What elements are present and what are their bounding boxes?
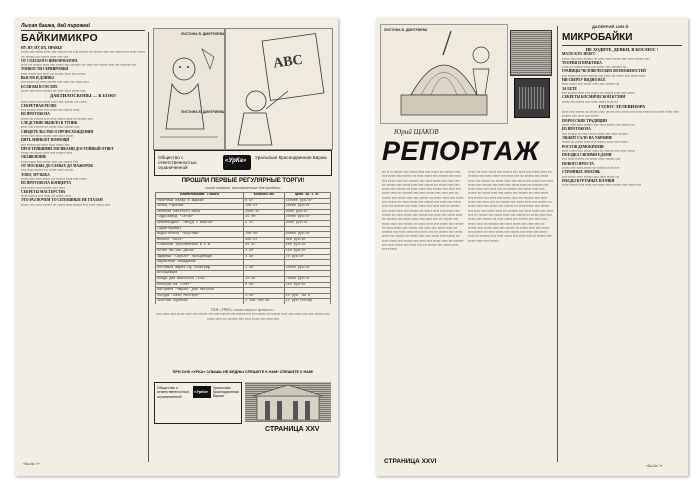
ad-org: Общество с ответственностью ограниченной xyxy=(158,155,197,170)
table-cell: Эфирный "Скролл" пальцевидн xyxy=(156,254,244,260)
table-cell: Карнизные лошадиные xyxy=(156,260,244,266)
caption-photo: ЛИСТИНА В. ДМИТРИЕВА xyxy=(181,110,225,114)
col-heading: ПРОСТЕЙШИМИ ЛОГИКАМИ ДОСТОЙНЫЙ ОТВЕТ xyxy=(21,146,114,151)
table-cell: 3000 руб/кг xyxy=(284,220,330,226)
table-cell: Зельц горелый xyxy=(156,204,244,210)
table-cell: 100 пп xyxy=(244,232,284,238)
table-cell: 150 руб/кг xyxy=(284,248,330,254)
magazine-covers xyxy=(508,24,552,122)
col-heading: ОТ МОСКВЫ ДО САМЫХ ДО МАЖОРОВ xyxy=(21,164,93,169)
col-heading: СВИДЕТЕЛЬСТВО О ПРОИСХОЖДЕНИИ xyxy=(21,129,94,134)
table-cell: Кастрюля "Мария" для пигулки xyxy=(156,288,244,294)
table-cell: Консулы КЖ "Снег" xyxy=(156,282,244,288)
ad-banner xyxy=(154,150,332,176)
table-cell: 50 кг xyxy=(244,243,284,249)
bottom-ad xyxy=(154,382,242,424)
table-header-cell: КОЛИЧЕСТВО xyxy=(244,193,284,199)
caption-top-right: ЛИСТИНА В. ДМИТРИЕВА xyxy=(384,28,428,32)
table-cell: 1 200 000 шт xyxy=(244,299,284,304)
table-cell: Пейпельфикс "Лесуд с анатой" xyxy=(156,220,244,226)
bottom-logo-box xyxy=(193,386,211,398)
table-cell: Молоко "ОБУХ" xyxy=(156,237,244,243)
table-cell: 50000 руб/кг xyxy=(284,232,330,238)
magazine-cover-1 xyxy=(510,30,552,76)
article-column-2: ▪▪▪▪▪▪ ▪▪▪ ▪▪▪▪▪ ▪▪▪▪▪▪ ▪▪▪▪ ▪▪▪▪▪▪▪ ▪▪▪▪ ▪▪▪▪▪ ▪▪▪▪ ▪▪▪▪▪▪ ▪▪▪▪▪ ▪▪▪ ▪▪▪▪▪▪▪▪ ▪▪▪▪ ▪▪▪▪▪ ▪▪▪▪▪▪ ▪▪▪▪ ▪▪▪▪▪ ▪▪▪▪ ▪▪▪ ▪▪▪▪▪▪▪ ▪▪▪▪ ▪▪▪▪▪▪ ▪▪▪▪▪ ▪▪▪▪ ▪▪▪▪▪▪▪ ▪▪▪ ▪▪▪▪▪▪ ▪▪▪▪▪ ▪▪▪▪ ▪▪▪▪▪▪ ▪▪▪▪ ▪▪▪▪▪▪▪ ▪▪▪ ▪▪▪▪▪ ▪▪▪▪▪▪ ▪▪▪▪ ▪▪▪▪▪▪▪ ▪▪▪▪ ▪▪▪▪▪ ▪▪▪▪ ▪▪▪▪▪▪ ▪▪▪▪▪ ▪▪▪ ▪▪▪▪▪▪▪▪ ▪▪▪▪ ▪▪▪▪▪ ▪▪▪▪▪▪ ▪▪▪▪ ▪▪▪▪▪ ▪▪▪▪ ▪▪▪ ▪▪▪▪▪▪▪ ▪▪▪▪ ▪▪▪▪▪▪ ▪▪▪▪▪ ▪▪▪▪ ▪▪▪▪▪▪▪ ▪▪▪ ▪▪▪▪▪▪ ▪▪▪▪▪ ▪▪▪▪ ▪▪▪▪▪▪ ▪▪▪▪ ▪▪▪▪▪▪▪ ▪▪▪ ▪▪▪▪▪ ▪▪▪▪▪▪ ▪▪▪▪ ▪▪▪▪▪▪▪ ▪▪▪▪ ▪▪▪▪▪ ▪▪▪▪ ▪▪▪▪▪▪ ▪▪▪▪▪ ▪▪▪ ▪▪▪▪▪▪▪▪ ▪▪▪▪ ▪▪▪▪▪ ▪▪▪▪▪▪ ▪▪▪▪ ▪▪▪▪▪ ▪▪▪▪ ▪▪▪ ▪▪▪▪▪▪▪ ▪▪▪▪ ▪▪▪▪▪▪ ▪▪▪▪▪ ▪▪▪▪ ▪▪▪▪▪▪▪ ▪▪▪ ▪▪▪▪▪▪ ▪▪▪▪▪ ▪▪▪▪ ▪▪▪▪▪▪ ▪▪▪▪ ▪▪▪▪▪▪▪ ▪▪▪ ▪▪▪▪▪ ▪▪▪▪▪▪ ▪▪▪▪ ▪▪▪▪▪▪▪ ▪▪▪▪ ▪▪▪▪▪ ▪▪▪▪ ▪▪▪▪▪▪ ▪▪▪▪▪ ▪▪▪ ▪▪▪▪▪▪▪▪ ▪▪▪▪ ▪▪▪▪▪ ▪▪▪▪▪▪ ▪▪▪▪ ▪▪▪▪▪ ▪▪▪▪ ▪▪▪ ▪▪▪▪▪▪▪ ▪▪▪▪ ▪▪▪▪▪▪ ▪▪▪▪▪ ▪▪▪▪ ▪▪▪▪▪▪▪ ▪▪▪ ▪▪▪▪▪▪ ▪▪▪▪▪ ▪▪▪▪ ▪▪▪▪▪▪ ▪▪▪▪ ▪▪▪▪▪▪▪ ▪▪▪ ▪▪▪▪▪ ▪▪▪▪▪▪ ▪▪▪▪ ▪▪▪▪▪▪▪ ▪▪▪▪ ▪▪▪▪▪ ▪▪▪▪ ▪▪▪▪▪▪ ▪▪▪▪▪ ▪▪▪ ▪▪▪▪▪▪▪▪ ▪▪▪▪ ▪▪▪▪▪ ▪▪▪▪▪▪ ▪▪▪▪ ▪▪▪▪▪ ▪▪▪▪ ▪▪▪ ▪▪▪▪▪▪▪ ▪▪▪▪ ▪▪▪▪▪▪ ▪▪▪▪▪ ▪▪▪▪ ▪▪▪▪▪▪▪ ▪▪▪ ▪▪▪▪▪▪ ▪▪▪▪▪ ▪▪▪▪ ▪▪▪▪▪▪ ▪▪▪▪ ▪▪▪▪▪▪▪ ▪▪▪ ▪▪▪▪▪ ▪▪▪▪▪▪ ▪▪▪▪ ▪▪▪▪▪▪▪ ▪▪▪▪ ▪▪▪▪▪ ▪▪▪▪ ▪▪▪▪▪▪ ▪▪▪▪▪ ▪▪▪ ▪▪▪▪▪▪▪▪ ▪▪▪▪ ▪▪▪▪▪ ▪▪▪▪▪▪ ▪▪▪▪ ▪▪▪▪▪ ▪▪▪▪ ▪▪▪ ▪▪▪▪▪▪▪ ▪▪▪▪ ▪▪▪▪▪▪ ▪▪▪▪▪ ▪▪▪▪ ▪▪▪▪▪▪▪ xyxy=(468,170,554,243)
sidebar-heading-large: ГОЛОС ТЕЛЕВИЗОРА xyxy=(598,103,646,109)
page-label-right: СТРАНИЦА XXVI xyxy=(384,458,437,465)
col-heading: СЕКРЕТНАЯ РЕЛИЗ xyxy=(21,103,57,108)
sidebar-heading: ПОРОССКИЕ ТРАДИЦИИ xyxy=(562,118,607,123)
ad-fine-print-block: СКЖ «УРКА» слышь вопросы промысла... ▪▪▪▪ ▪▪▪▪▪▪ ▪▪▪▪ ▪▪▪▪▪▪ ▪▪▪▪▪ ▪▪▪▪ ▪▪▪▪▪▪▪ ▪▪▪▪ ▪▪▪▪▪ ▪▪▪▪▪▪ ▪▪▪▪ ▪▪▪▪▪▪▪ ▪▪▪▪ ▪▪▪▪ ▪▪▪▪▪▪ ▪▪▪ ▪▪▪▪▪▪▪ ▪▪▪▪▪ ▪▪▪▪ ▪▪▪▪▪▪ ▪▪▪▪ ▪▪▪▪ ▪▪▪▪▪▪▪ ▪▪▪▪ ▪▪▪▪▪▪ ▪▪▪▪▪ ▪▪▪ ▪▪▪▪▪▪▪▪ ▪▪▪▪ ▪▪▪▪▪ ▪▪▪▪▪▪ ▪▪▪▪ ▪▪▪▪▪ ▪▪▪▪ xyxy=(156,308,330,321)
table-header-cell: ЦЕНА ЗА 1 КГ xyxy=(284,193,330,199)
section-title: БАЙКИМИКРО xyxy=(21,32,98,44)
newspaper-page-right xyxy=(376,18,688,476)
table-cell: 2 кг xyxy=(244,220,284,226)
table-cell: Бонды для вычиткой ТЕЧЕТ xyxy=(156,276,244,282)
price-table-grid xyxy=(155,192,331,304)
header-rule xyxy=(21,30,145,31)
building-photo xyxy=(245,382,331,422)
cartoon-illustration-2 xyxy=(225,28,333,150)
page-label-left: СТРАНИЦА XXV xyxy=(265,426,320,433)
table-cell: Посуда "Пазл Монтеро" xyxy=(156,293,244,299)
sidebar-heading: НИ СВЕРХУ ВИДНО ВСЁ xyxy=(562,78,606,83)
sidebar-heading: СТРАННЫЕ ЛЮБОВЬ xyxy=(562,170,601,175)
ad-logo: «УрКа» xyxy=(225,158,247,164)
col-heading-large: ДАКТИЛОСКОПЫ — К БОЮ! xyxy=(49,93,117,99)
table-cell: 1 шт xyxy=(244,265,284,271)
col-heading: ТОВО, МУЗЫКА xyxy=(21,172,50,177)
table-cell: 10000 руб/кг xyxy=(284,215,330,221)
table-cell: 14 руб/гектар xyxy=(284,299,330,304)
bottom-org: Общество с ответственностью ограниченной xyxy=(157,386,189,399)
sidebar-heading: НАЕДЫ КУРТАНЫХ ПЛАЧКИ xyxy=(562,178,615,183)
sidebar-heading: ЛЮБИТ САЛО НА УКРАИНЕ xyxy=(562,135,613,140)
table-cell: 5 шт xyxy=(244,282,284,288)
table-cell: Зелёная светлого мяса xyxy=(156,209,244,215)
column-rule-right xyxy=(557,26,558,462)
table-cell: Золотые курения xyxy=(156,299,244,304)
col-heading: ОБЪЯВЛЕНИЕ xyxy=(21,155,47,160)
table-header-cell: НАИМЕНОВАНИЕ ТОВАРА xyxy=(156,193,244,199)
table-cell: 70 руб/кг xyxy=(284,254,330,260)
table-cell: 400 кг xyxy=(244,237,284,243)
sidebar-text: НЕ ХОДИТЕ, ДЕВКИ, В КОСМОС ! МАЛО КТО ЗНАЕТ ▪▪▪▪▪▪ ▪▪▪▪ ▪▪▪▪▪ ▪▪▪▪▪▪▪ ▪▪▪ ▪▪▪▪▪ ▪▪▪▪▪ ▪▪▪▪▪▪ ▪▪▪▪ ▪▪▪▪▪ ▪▪▪▪▪▪▪ ▪▪▪▪ ТЕОРИЯ И ПРАКТИКА ▪▪▪▪▪ ▪▪▪ ▪▪▪▪▪▪▪ ▪▪▪▪▪ ▪▪▪▪ ▪▪▪▪▪▪ ▪▪▪▪ ▪▪▪▪▪▪▪▪ ▪▪▪ ГРАНИЦЫ ЧЕЛОВЕЧЕСКИХ ВОЗМОЖНОСТЕЙ ▪▪▪▪ ▪▪▪▪▪▪ ▪▪▪ ▪▪▪▪▪ ▪▪▪▪▪▪▪ ▪▪▪▪ ▪▪▪▪▪ ▪▪▪ ▪▪▪▪▪▪ ▪▪▪▪ ▪▪▪▪▪ ▪▪▪▪▪▪ НИ СВЕРХУ ВИДНО ВСЁ ▪▪▪▪▪ ▪▪▪▪▪▪ ▪▪▪▪ ▪▪▪▪▪▪ ▪▪▪▪▪ ▪▪▪▪ ▪▪▪▪▪▪▪ ▪▪▪ ЗА БЕТЕ ▪▪▪▪ ▪▪▪▪▪▪▪ ▪▪▪▪▪ ▪▪▪▪ ▪▪▪▪▪▪ ▪▪▪ ▪▪▪▪▪▪▪ ▪▪▪▪▪ ▪▪▪▪ ▪▪▪▪▪▪ СЕКРЕТЫ КОСМИЧЕСКОЙ КУХНИ ▪▪▪▪▪▪ ▪▪▪ ▪▪▪▪▪▪▪ ▪▪▪▪ ▪▪▪▪▪ ▪▪▪▪▪▪ ▪▪▪▪▪ ▪▪▪ ГОЛОС ТЕЛЕВИЗОРА ▪▪▪▪▪ ▪▪▪▪ ▪▪▪▪▪▪▪ ▪▪▪ ▪▪▪▪▪▪ ▪▪▪▪▪ ▪▪▪▪▪▪▪ ▪▪▪▪ ▪▪▪▪▪▪ ▪▪▪▪ ▪▪▪▪▪ ▪▪▪▪▪▪▪ ▪▪▪ ▪▪▪▪▪ ▪▪▪▪▪▪ ▪▪▪▪ ▪▪▪▪▪▪▪ ▪▪▪▪ ▪▪▪▪▪ ▪▪▪▪ ▪▪▪▪▪▪ ПОРОССКИЕ ТРАДИЦИИ ▪▪▪▪▪▪ ▪▪▪▪ ▪▪▪▪▪ ▪▪▪▪▪▪▪ ▪▪▪▪ ▪▪▪▪▪ ▪▪▪▪▪▪ ▪▪▪▪ ▪▪▪▪▪▪▪ ▪▪▪ ИЗ ПРОТОКОЛА ▪▪▪▪ ▪▪▪▪▪▪▪ ▪▪▪ ▪▪▪▪▪ ▪▪▪▪▪ ▪▪▪▪▪▪ ▪▪▪▪ ▪▪▪▪▪ ▪▪▪▪▪▪▪ ЛЮБИТ САЛО НА УКРАИНЕ ▪▪▪▪▪▪ ▪▪▪ ▪▪▪▪▪▪ ▪▪▪▪▪ ▪▪▪▪ ▪▪▪▪▪▪▪ ▪▪▪▪▪ ▪▪▪▪ ▪▪▪▪▪▪ РОСТОВ ДЕМОКРАТИИ ▪▪▪▪▪ ▪▪▪▪▪▪ ▪▪▪▪ ▪▪▪▪▪▪ ▪▪▪▪▪ ▪▪▪ ▪▪▪▪▪▪▪ ▪▪▪▪ ▪▪▪▪▪ ▪▪▪▪▪▪ ПОЕЗДКА СВОИМИ ЕДАМИ ▪▪▪▪ ▪▪▪▪▪ ▪▪▪▪▪▪▪ ▪▪▪ ▪▪▪▪▪▪ ▪▪▪▪▪ ▪▪▪▪▪▪▪ ▪▪▪▪ НОВОГО ПРОСТА ▪▪▪▪▪▪ ▪▪▪▪ ▪▪▪▪▪ ▪▪▪▪▪▪ ▪▪▪ ▪▪▪▪▪▪▪ ▪▪▪▪▪ ▪▪▪▪ СТРАННЫЕ ЛЮБОВЬ ▪▪▪▪ ▪▪▪▪▪▪ ▪▪▪▪▪ ▪▪▪▪▪▪▪ ▪▪▪▪ ▪▪▪▪▪ ▪▪▪▪▪▪ ▪▪▪ НАЕДЫ КУРТАНЫХ ПЛАЧКИ ▪▪▪▪▪ ▪▪▪▪▪▪▪ ▪▪▪▪ ▪▪▪▪▪ ▪▪▪ ▪▪▪▪▪▪ ▪▪▪▪▪ ▪▪▪▪▪▪▪ ▪▪▪▪ ▪▪▪▪▪ ▪▪▪▪ xyxy=(562,48,682,460)
table-cell: 300 руб/кг xyxy=(284,237,330,243)
table-cell: 18500 руб/кг xyxy=(284,204,330,210)
left-column-text: НУ, НУ, НУ, ИХ, НРАВЫ! ▪▪▪▪▪▪ ▪▪▪▪ ▪▪▪▪▪▪ ▪▪▪▪▪ ▪▪▪▪ ▪▪▪▪▪▪▪ ▪▪▪▪ ▪▪▪▪ ▪▪▪▪▪▪▪ ▪▪▪ ▪▪▪▪▪▪▪ ▪▪▪▪ ▪▪▪▪ ▪▪▪▪▪▪ ▪▪▪▪ ▪▪▪▪▪ ▪▪▪▪▪▪ ▪▪▪ ▪▪▪▪▪▪▪ ▪▪▪▪ ▪▪▪▪▪▪ ▪▪▪▪▪ ▪▪▪▪ ▪▪▪▪ ОТ СОБСКОГО ИНФОРМАТОРА ▪▪▪▪▪ ▪▪▪ ▪▪▪▪▪▪▪ ▪▪▪▪▪ ▪▪▪▪ ▪▪▪▪▪▪ ▪▪▪▪ ▪▪▪▪▪▪▪▪ ▪▪▪ ▪▪▪▪▪ ▪▪▪▪ ▪▪▪▪▪▪ ▪▪▪▪▪ ▪▪▪ ▪▪▪▪▪▪▪▪ ▪▪▪▪ ТОНКОСТИ СЕРВИРОВКИ ▪▪▪▪▪ ▪▪▪▪▪▪ ▪▪▪▪ ▪▪▪▪▪ ▪▪▪ ▪▪▪▪▪▪▪ ▪▪▪▪▪ ▪▪▪▪ ▪▪▪▪▪▪ ВЫСОК И ДЛИНЫ ▪▪▪▪ ▪▪▪▪▪▪ ▪▪▪ ▪▪▪▪▪ ▪▪▪▪▪▪▪ ▪▪▪▪ ▪▪▪▪▪ ▪▪▪ ▪▪▪▪▪▪ ▪▪▪▪ ЕСЛИ ВЫ В ГОСТЯХ ▪▪▪▪▪▪ ▪▪▪▪ ▪▪▪▪▪ ▪▪▪▪▪▪▪ ▪▪▪ ▪▪▪▪▪ ▪▪▪▪▪ ▪▪▪▪▪▪ ▪▪▪▪ ДАКТИЛОСКОПЫ — К БОЮ! ▪▪▪▪▪ ▪▪▪▪▪▪ ▪▪▪▪ ▪▪▪▪▪▪ ▪▪▪▪▪ ▪▪▪▪ ▪▪▪▪▪▪▪ ▪▪▪ ▪▪▪▪▪▪ СЕКРЕТНАЯ РЕЛИЗ ▪▪▪▪ ▪▪▪▪▪▪▪ ▪▪▪▪▪ ▪▪▪▪ ▪▪▪▪▪▪ ▪▪▪ ▪▪▪▪▪▪▪ ▪▪▪▪▪ ИЗ ПРОТОКОЛА ▪▪▪▪▪▪ ▪▪▪ ▪▪▪▪▪▪▪ ▪▪▪▪ ▪▪▪▪▪ ▪▪▪▪▪▪ ▪▪▪▪▪ ▪▪▪ ▪▪▪▪▪▪▪ ▪▪▪▪ СЛЕДСТВИЕ ВЫШЛО В ТУПИК ▪▪▪▪▪ ▪▪▪▪ ▪▪▪▪▪▪▪ ▪▪▪ ▪▪▪▪▪▪ ▪▪▪▪▪ ▪▪▪▪▪▪▪ ▪▪▪▪ СВИДЕТЕЛЬСТВО О ПРОИСХОЖДЕНИИ ▪▪▪▪▪▪ ▪▪▪▪ ▪▪▪▪▪ ▪▪▪▪▪▪▪ ▪▪▪▪ ▪▪▪▪▪ ▪▪▪▪▪▪ ПЯТЬ МИНЬЮТ ПОМОЩИ ▪▪▪▪ ▪▪▪▪▪▪▪ ▪▪▪ ▪▪▪▪▪ ▪▪▪▪▪ ▪▪▪▪▪▪ ▪▪▪▪ ПРОСТЕЙШИМИ ЛОГИКАМИ ДОСТОЙНЫЙ ОТВЕТ ▪▪▪▪▪▪ ▪▪▪ ▪▪▪▪▪▪ ▪▪▪▪▪ ▪▪▪▪ ▪▪▪▪▪▪▪ ▪▪▪▪▪ ОБЪЯВЛЕНИЕ ▪▪▪▪▪ ▪▪▪▪▪▪ ▪▪▪▪ ▪▪▪▪▪▪ ▪▪▪▪▪ ▪▪▪ ▪▪▪▪▪▪▪ ▪▪▪▪ ОТ МОСКВЫ ДО САМЫХ ДО МАЖОРОВ ▪▪▪▪ ▪▪▪▪▪ ▪▪▪▪▪▪▪ ▪▪▪ ▪▪▪▪▪▪ ▪▪▪▪▪ ▪▪▪▪▪▪▪ ТОВО, МУЗЫКА ▪▪▪▪▪▪ ▪▪▪▪ ▪▪▪▪▪ ▪▪▪▪▪▪ ▪▪▪ ▪▪▪▪▪▪▪ ▪▪▪▪▪ ▪▪▪▪ ▪▪▪▪▪▪ ИЗ ПРОТОКОЛА КОНЦЕРТА ▪▪▪▪ ▪▪▪▪▪▪ ▪▪▪▪▪ ▪▪▪▪▪▪▪ ▪▪▪▪ ▪▪▪▪▪ СЕКРЕТЫ МАСТЕРСТВА ▪▪▪▪▪ ▪▪▪▪▪▪▪ ▪▪▪▪ ▪▪▪▪▪ ▪▪▪ ▪▪▪▪▪▪ ▪▪▪▪▪ ЭТО РАЗ ПОЧЕМ ТО СПЛОШНЫЕ НЕ ГЛАЗАМ ▪▪▪▪▪▪ ▪▪▪▪ ▪▪▪▪▪ ▪▪▪▪▪▪▪ ▪▪▪ ▪▪▪▪▪▪ ▪▪▪▪▪ ▪▪▪▪▪▪▪ ▪▪▪▪ ▪▪▪▪▪ ▪▪▪▪▪▪ ▪▪▪▪ xyxy=(21,46,145,207)
table-cell: Водосточное "Кругляш" xyxy=(156,232,244,238)
sidebar-heading: ГРАНИЦЫ ЧЕЛОВЕЧЕСКИХ ВОЗМОЖНОСТЕЙ xyxy=(562,69,646,74)
col-heading: ЭТО РАЗ ПОЧЕМ ТО СПЛОШНЫЕ НЕ ГЛАЗАМ xyxy=(21,198,103,203)
article-column-1: ▪▪▪ ▪▪ ▪▪ ▪▪▪▪▪▪▪ ▪▪▪▪ ▪▪▪▪▪▪ ▪▪▪▪▪ ▪▪▪▪ ▪▪▪▪▪▪ ▪▪▪ ▪▪▪▪▪▪▪ ▪▪▪▪▪ ▪▪▪▪ ▪▪▪▪▪▪ ▪▪▪▪ ▪▪▪▪▪▪▪ ▪▪▪ ▪▪▪▪▪ ▪▪▪▪▪▪ ▪▪▪▪ ▪▪▪▪▪▪▪ ▪▪▪▪ ▪▪▪▪▪ ▪▪▪▪ ▪▪▪▪▪▪ ▪▪▪▪▪ ▪▪▪ ▪▪▪▪▪▪▪▪ ▪▪▪▪ ▪▪▪▪▪ ▪▪▪▪▪▪ ▪▪▪▪ ▪▪▪▪▪ ▪▪▪▪ ▪▪▪ ▪▪▪▪▪▪▪ ▪▪▪▪ ▪▪▪▪▪▪ ▪▪▪▪▪ ▪▪▪▪ ▪▪▪▪▪▪▪ ▪▪▪ ▪▪▪▪▪▪ ▪▪▪▪▪ ▪▪▪▪ ▪▪▪▪▪▪ ▪▪▪▪ ▪▪▪▪▪▪▪ ▪▪▪ ▪▪▪▪▪ ▪▪▪▪▪▪ ▪▪▪▪ ▪▪▪▪▪▪▪ ▪▪▪▪ ▪▪▪▪▪ ▪▪▪▪ ▪▪▪▪▪▪ ▪▪▪▪▪ ▪▪▪ ▪▪▪▪▪▪▪▪ ▪▪▪▪ ▪▪▪▪▪ ▪▪▪▪▪▪ ▪▪▪▪ ▪▪▪▪▪ ▪▪▪▪ ▪▪▪ ▪▪▪▪▪▪▪ ▪▪▪▪ ▪▪▪▪▪▪ ▪▪▪▪▪ ▪▪▪▪ ▪▪▪▪▪▪▪ ▪▪▪ ▪▪▪▪▪▪ ▪▪▪▪▪ ▪▪▪▪ ▪▪▪▪▪▪ ▪▪▪▪ ▪▪▪▪▪▪▪ ▪▪▪ ▪▪▪▪▪ ▪▪▪▪▪▪ ▪▪▪▪ ▪▪▪▪▪▪▪ ▪▪▪▪ ▪▪▪▪▪ ▪▪▪▪ ▪▪▪▪▪▪ ▪▪▪▪▪ ▪▪▪ ▪▪▪▪▪▪▪▪ ▪▪▪▪ ▪▪▪▪▪ ▪▪▪▪▪▪ ▪▪▪▪ ▪▪▪▪▪ ▪▪▪▪ ▪▪▪ ▪▪▪▪▪▪▪ ▪▪▪▪ ▪▪▪▪▪▪ ▪▪▪▪▪ ▪▪▪▪ ▪▪▪▪▪▪▪ ▪▪▪ ▪▪▪▪▪▪ ▪▪▪▪▪ ▪▪▪▪ ▪▪▪▪▪▪ ▪▪▪▪ ▪▪▪▪▪▪▪ ▪▪▪ ▪▪▪▪▪ ▪▪▪▪▪▪ ▪▪▪▪ ▪▪▪▪▪▪▪ ▪▪▪▪ ▪▪▪▪▪ ▪▪▪▪ ▪▪▪▪▪▪ ▪▪▪▪▪ ▪▪▪ ▪▪▪▪▪▪▪▪ ▪▪▪▪ ▪▪▪▪▪ ▪▪▪▪▪▪ ▪▪▪▪ ▪▪▪▪▪ ▪▪▪▪ ▪▪▪ ▪▪▪▪▪▪▪ ▪▪▪▪ ▪▪▪▪▪▪ ▪▪▪▪▪ ▪▪▪▪ ▪▪▪▪▪▪▪ ▪▪▪ ▪▪▪▪▪▪ ▪▪▪▪▪ ▪▪▪▪ ▪▪▪▪▪▪ ▪▪▪▪ ▪▪▪▪▪▪▪ ▪▪▪ ▪▪▪▪▪ ▪▪▪▪▪▪ ▪▪▪▪ ▪▪▪▪▪▪▪ ▪▪▪▪ ▪▪▪▪▪ ▪▪▪▪ ▪▪▪▪▪▪ ▪▪▪▪▪ ▪▪▪ ▪▪▪▪▪▪▪▪ ▪▪▪▪ ▪▪▪▪▪ ▪▪▪▪▪▪ ▪▪▪▪ ▪▪▪▪▪ ▪▪▪▪ ▪▪▪ ▪▪▪▪▪▪▪ ▪▪▪▪ ▪▪▪▪▪▪ ▪▪▪▪▪ ▪▪▪▪ ▪▪▪▪▪▪▪ ▪▪▪ ▪▪▪▪▪▪ ▪▪▪▪▪ ▪▪▪▪ ▪▪▪▪▪▪ ▪▪▪▪ ▪▪▪▪▪▪▪ ▪▪▪ ▪▪▪▪▪ ▪▪▪▪▪▪ ▪▪▪▪ ▪▪▪▪▪▪▪ ▪▪▪▪ ▪▪▪▪▪ ▪▪▪▪ ▪▪▪▪▪▪ ▪▪▪▪▪ ▪▪▪ ▪▪▪▪▪▪▪▪ ▪▪▪▪ ▪▪▪▪▪ ▪▪▪▪▪▪ ▪▪▪▪ ▪▪▪▪▪ ▪▪▪▪ ▪▪▪ ▪▪▪▪▪▪▪ ▪▪▪▪ ▪▪▪▪▪▪ ▪▪▪▪▪ ▪▪▪▪ ▪▪▪▪▪▪▪ xyxy=(382,170,464,252)
sidebar-heading: НОВОГО ПРОСТА xyxy=(562,161,594,166)
table-cell: 2 шт xyxy=(244,248,284,254)
bottom-logo: «УрКа» xyxy=(194,389,209,394)
col-heading: ПЯТЬ МИНЬЮТ ПОМОЩИ xyxy=(21,138,70,143)
table-cell: 15000 руб/кг xyxy=(284,265,330,271)
magazine-cover-2 xyxy=(514,78,550,118)
author: Юрий ЩАКОВ xyxy=(394,128,439,136)
table-cell: 3 шт xyxy=(244,254,284,260)
ad-footer-caption: ПРИ СКЖ «УРКА» СЛЫШЬ НЕ БЕДНЫ СПЕШИТЕ К НАМ! СПЕШИТЕ К НАМ! xyxy=(172,370,314,374)
ad-logo-box xyxy=(223,155,251,170)
table-row xyxy=(156,299,331,304)
table-cell: 3000 руб/кг xyxy=(284,209,330,215)
page-foot-right: «Ба-ба ?» xyxy=(646,464,663,468)
section-title-right: МИКРОБАЙКИ xyxy=(562,32,633,43)
table-title: ПРОШЛИ ПЕРВЫЕ РЕГУЛЯРНЫЕ ТОРГИ! xyxy=(181,178,305,184)
table-cell: Гидрозавод "Сегом" xyxy=(156,215,244,221)
table-subtitle: сизые главное, выставленные для продажи: xyxy=(205,186,281,190)
bottom-exchange: Уральская Краснодвинная Биржа xyxy=(213,386,239,399)
col-heading: ЕСЛИ ВЫ В ГОСТЯХ xyxy=(21,84,58,89)
col-heading: СЛЕДСТВИЕ ВЫШЛО В ТУПИК xyxy=(21,121,78,126)
cartoon-illustration-1 xyxy=(153,28,225,150)
table-cell: 10 шт xyxy=(244,276,284,282)
sidebar-rule xyxy=(562,45,682,46)
header-motto: Лысая башка, дай пирожка! xyxy=(21,23,91,29)
table-cell: 15 пн xyxy=(244,215,284,221)
col-heading: СЕКРЕТЫ МАСТЕРСТВА xyxy=(21,189,66,194)
col-heading: ТОНКОСТИ СЕРВИРОВКИ xyxy=(21,67,69,72)
observatory-illustration xyxy=(380,24,508,124)
col-heading: НУ, НУ, НУ, ИХ, НРАВЫ! xyxy=(21,46,63,50)
table-cell: 76000 руб/кг xyxy=(284,276,330,282)
col-body: ▪▪▪▪▪▪ ▪▪▪▪ ▪▪▪▪▪▪ ▪▪▪▪▪ ▪▪▪▪ ▪▪▪▪▪▪▪ ▪▪▪▪ ▪▪▪▪ ▪▪▪▪▪▪▪ ▪▪▪ ▪▪▪▪▪▪▪ ▪▪▪▪ ▪▪▪▪ ▪▪▪▪▪▪ ▪▪▪▪ ▪▪▪▪▪ ▪▪▪▪▪▪ ▪▪▪ ▪▪▪▪▪▪▪ ▪▪▪▪ ▪▪▪▪▪▪ ▪▪▪▪▪ ▪▪▪▪ ▪▪▪▪ xyxy=(21,50,145,59)
table-cell: Поставка Шарик-Оф Полиграф xyxy=(156,265,244,271)
col-heading: ИЗ ПРОТОКОЛА xyxy=(21,112,50,117)
ad-fine-print: СКЖ «УРКА» слышь вопросы промысла... xyxy=(210,308,276,312)
caption-top: ЛИСТИНА В. ДМИТРИЕВА xyxy=(181,32,225,36)
sidebar-heading: РОСТОВ ДЕМОКРАТИИ xyxy=(562,144,604,149)
svg-text:ABC: ABC xyxy=(272,52,304,72)
col-heading: ВЫСОК И ДЛИНЫ xyxy=(21,76,54,81)
sidebar-heading: СЕКРЕТЫ КОСМИЧЕСКОЙ КУХНИ xyxy=(562,95,626,100)
table-cell: 8 кг xyxy=(244,198,284,204)
table-cell: Стальные трёхлапники в 5 м xyxy=(156,243,244,249)
table-cell: 1 шт xyxy=(244,293,284,299)
table-cell: (адаптерами) xyxy=(156,226,244,232)
table-cell: 1000 кг xyxy=(244,209,284,215)
table-cell: 10 руб. 86 к xyxy=(284,293,330,299)
sidebar-heading-large: НЕ ХОДИТЕ, ДЕВКИ, В КОСМОС ! xyxy=(585,48,659,52)
article-title: РЕПОРТАЖ xyxy=(382,136,540,166)
table-cell: 100 кг xyxy=(244,204,284,210)
column-rule xyxy=(148,32,149,462)
sidebar-heading: ПОЕЗДКА СВОИМИ ЕДАМИ xyxy=(562,153,612,158)
ad-exchange: Уральская Краснодвинная Биржа xyxy=(255,155,327,160)
sidebar-heading: ИЗ ПРОТОКОЛА xyxy=(562,127,591,132)
magazine-cover-image xyxy=(519,87,545,109)
col-heading: ОТ СОБСКОГО ИНФОРМАТОРА xyxy=(21,58,78,63)
price-table xyxy=(155,192,331,304)
table-cell: Котёл МЮ ЗАО ДХОЗЫ xyxy=(156,248,244,254)
newspaper-page-left xyxy=(15,18,338,476)
sidebar-heading: ЗА БЕТЕ xyxy=(562,86,577,91)
table-cell: 100 руб/кг xyxy=(284,243,330,249)
table-cell: 150 руб/кг xyxy=(284,282,330,288)
table-cell: Ассоциаций xyxy=(156,271,244,277)
sidebar-heading: ТЕОРИЯ И ПРАКТИКА xyxy=(562,60,602,65)
table-cell: Ракетный сахар в ящиках xyxy=(156,198,244,204)
sidebar-heading: МАЛО КТО ЗНАЕТ xyxy=(562,52,596,57)
col-heading: ИЗ ПРОТОКОЛА КОНЦЕРТА xyxy=(21,181,72,186)
page-foot-left: «Ба-ба ?» xyxy=(23,462,40,466)
issue-date: ДАЛЕЕРИЙ 1999 Й xyxy=(592,24,629,29)
table-cell: 150000 руб/кг xyxy=(284,198,330,204)
